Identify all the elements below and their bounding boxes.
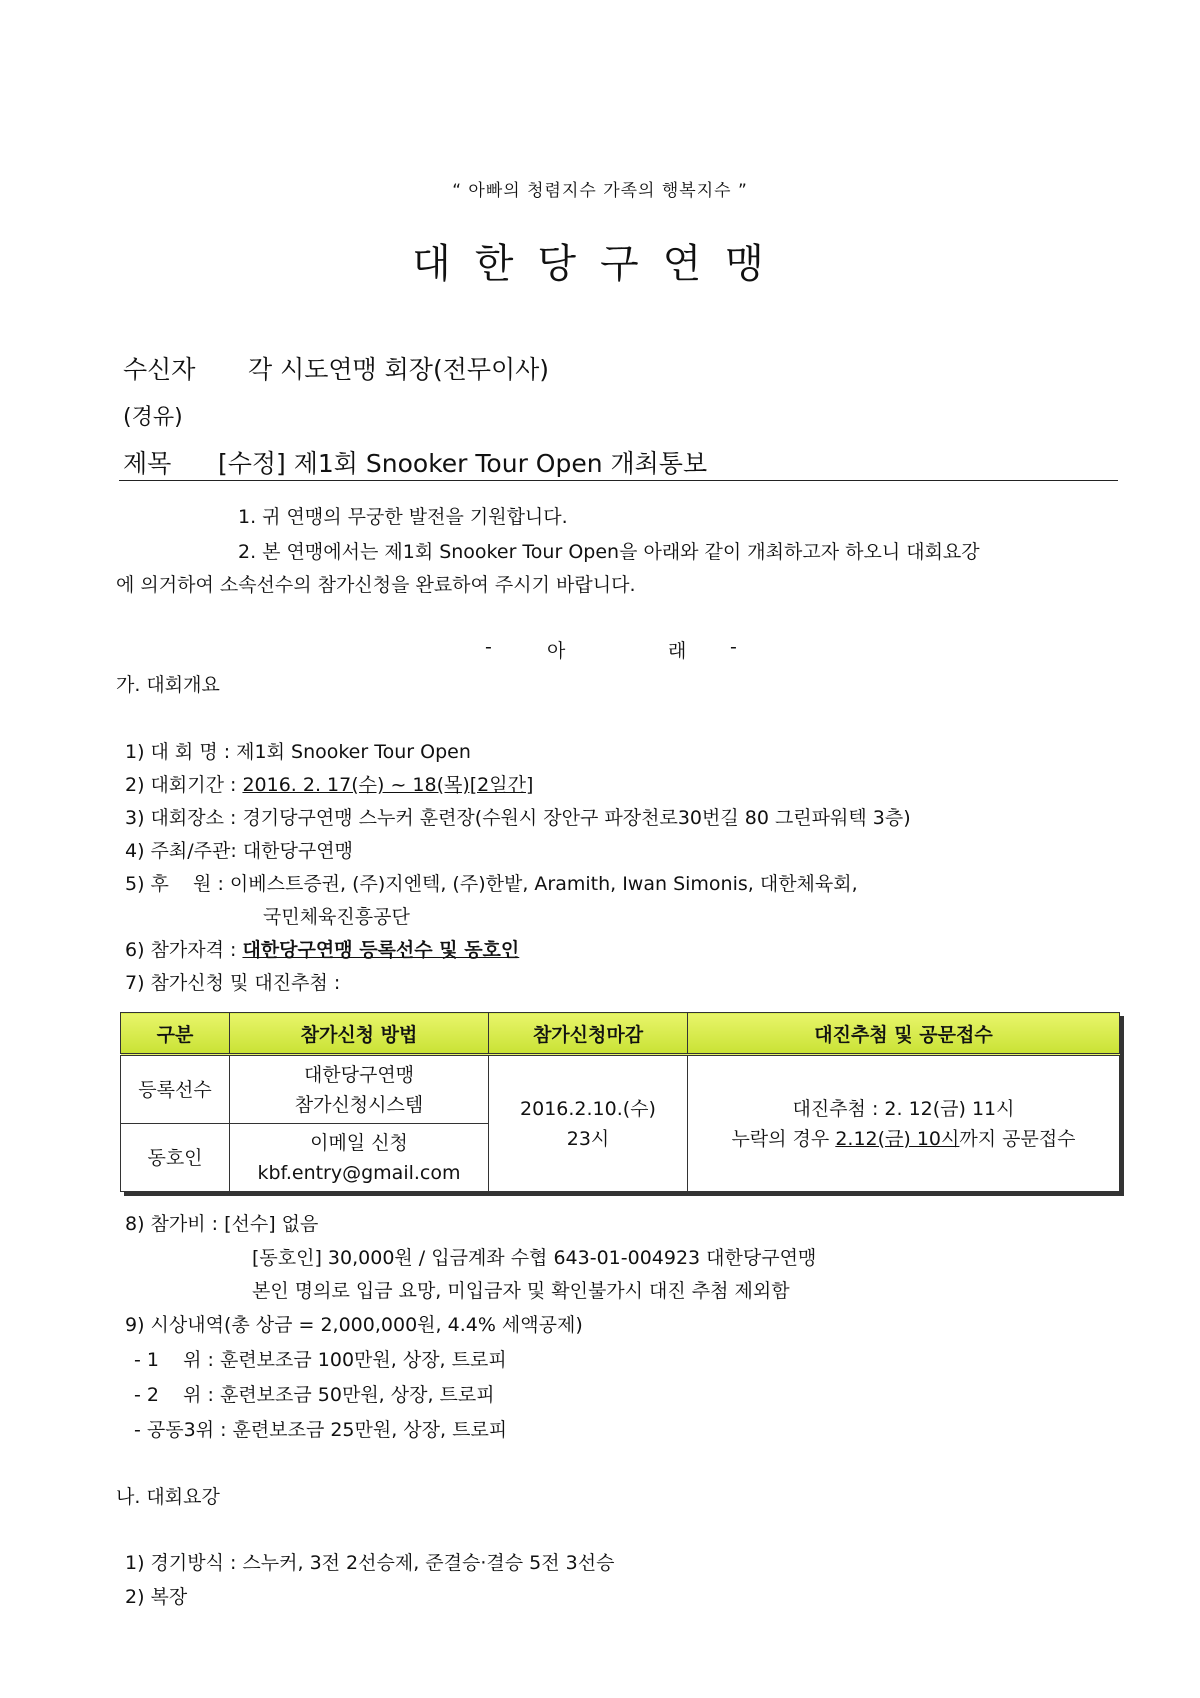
item-label: 5) 후 원 : xyxy=(125,873,224,895)
draw-line xyxy=(689,1124,1118,1154)
item-value: 경기당구연맹 스누커 훈련장(수원시 장안구 파장천로30번길 80 그린파워텍 3층) xyxy=(242,807,911,829)
rules-item-dress: 2) 복장 xyxy=(125,1586,188,1608)
method-line: 대한당구연맹 xyxy=(303,1063,415,1086)
row-type: 등록선수 xyxy=(121,1055,230,1124)
deadline-cell xyxy=(489,1055,688,1192)
table-header: 구분 xyxy=(121,1013,230,1055)
email-address: kbf.entry@gmail.com xyxy=(257,1161,461,1184)
item-value: 대한당구연맹 등록선수 및 동호인 xyxy=(242,939,520,961)
row-method xyxy=(230,1055,489,1124)
table-header: 대진추첨 및 공문접수 xyxy=(688,1013,1120,1055)
overview-item-venue xyxy=(125,803,911,830)
fee-line-2: [동호인] 30,000원 / 입금계좌 수협 643-01-004923 대한당구연맹 xyxy=(252,1247,817,1269)
table-header-row xyxy=(121,1013,1120,1055)
item-value: 2016. 2. 17(수) ~ 18(목)[2일간] xyxy=(242,774,534,796)
below-a: 아 xyxy=(547,640,566,662)
draw-deadline: 2.12(금) 10시 xyxy=(835,1127,960,1150)
below-dash-right: - xyxy=(730,636,737,658)
subject-label: 제목 xyxy=(123,449,172,478)
item-value: 대한당구연맹 xyxy=(242,840,353,862)
section-na-title: 나. 대회요강 xyxy=(116,1486,220,1508)
header-divider xyxy=(119,480,1118,481)
fee-line-1: 8) 참가비 : [선수] 없음 xyxy=(125,1213,319,1235)
subject-line xyxy=(123,444,707,480)
entry-table xyxy=(120,1012,1120,1192)
item-value: 이베스트증권, (주)지엔텍, (주)한밭, Aramith, Iwan Simonis, 대한체육회, xyxy=(229,873,858,895)
draw-cell xyxy=(688,1055,1120,1192)
rules-item-format: 1) 경기방식 : 스누커, 3전 2선승제, 준결승·결승 5전 3선승 xyxy=(125,1552,615,1574)
method-line: 참가신청시스템 xyxy=(294,1093,424,1116)
item-label: 2) 대회기간 : xyxy=(125,774,237,796)
item-label: 1) 대 회 명 : xyxy=(125,741,231,763)
prize-title: 9) 시상내역(총 상금 = 2,000,000원, 4.4% 세액공제) xyxy=(125,1314,583,1336)
overview-item-entry: 7) 참가신청 및 대진추첨 : xyxy=(125,972,341,994)
overview-item-name xyxy=(125,737,471,764)
overview-item-sponsors xyxy=(125,869,858,896)
overview-item-period xyxy=(125,770,533,797)
slogan: “ 아빠의 청렴지수 가족의 행복지수 ” xyxy=(452,181,748,201)
fee-line-3: 본인 명의로 입금 요망, 미입금자 및 확인불가시 대진 추첨 제외함 xyxy=(252,1280,790,1302)
method-line: 이메일 신청 xyxy=(310,1131,408,1154)
table-header: 참가신청 방법 xyxy=(230,1013,489,1055)
draw-text: 누락의 경우 xyxy=(731,1127,836,1150)
intro-paragraph-1: 1. 귀 연맹의 무궁한 발전을 기원합니다. xyxy=(238,506,568,528)
prize-third: - 공동3위 : 훈련보조금 25만원, 상장, 트로피 xyxy=(134,1419,508,1441)
item-label: 3) 대회장소 : xyxy=(125,807,237,829)
intro-paragraph-2-line-2: 에 의거하여 소속선수의 참가신청을 완료하여 주시기 바랍니다. xyxy=(116,574,636,596)
draw-text: 까지 공문접수 xyxy=(959,1127,1076,1150)
recipient-label: 수신자 xyxy=(123,355,196,384)
item-label: 4) 주최/주관: xyxy=(125,840,237,862)
recipient-line xyxy=(123,350,549,386)
draw-line: 대진추첨 : 2. 12(금) 11시 xyxy=(792,1097,1015,1120)
deadline-line: 23시 xyxy=(566,1127,610,1150)
item-label: 6) 참가자격 : xyxy=(125,939,237,961)
subject-value: [수정] 제1회 Snooker Tour Open 개최통보 xyxy=(218,449,708,478)
table-row xyxy=(121,1055,1120,1124)
prize-second: - 2 위 : 훈련보조금 50만원, 상장, 트로피 xyxy=(134,1384,495,1406)
section-ga-title: 가. 대회개요 xyxy=(116,674,220,696)
organization-title: 대한당구연맹 xyxy=(412,241,788,287)
item-value: 제1회 Snooker Tour Open xyxy=(236,741,471,763)
deadline-line: 2016.2.10.(수) xyxy=(520,1097,656,1120)
via-label: (경유) xyxy=(123,405,183,430)
prize-first: - 1 위 : 훈련보조금 100만원, 상장, 트로피 xyxy=(134,1349,507,1371)
intro-paragraph-2-line-1: 2. 본 연맹에서는 제1회 Snooker Tour Open을 아래와 같이 개최하고자 하오니 대회요강 xyxy=(238,541,980,563)
row-type: 동호인 xyxy=(121,1124,230,1192)
row-method xyxy=(230,1124,489,1192)
overview-item-eligibility xyxy=(125,935,519,962)
recipient-value: 각 시도연맹 회장(전무이사) xyxy=(248,355,550,384)
below-dash-left: - xyxy=(485,636,492,658)
overview-item-host xyxy=(125,836,353,863)
below-rae: 래 xyxy=(668,640,687,662)
overview-item-sponsors-cont: 국민체육진흥공단 xyxy=(263,906,410,928)
table-header: 참가신청마감 xyxy=(489,1013,688,1055)
